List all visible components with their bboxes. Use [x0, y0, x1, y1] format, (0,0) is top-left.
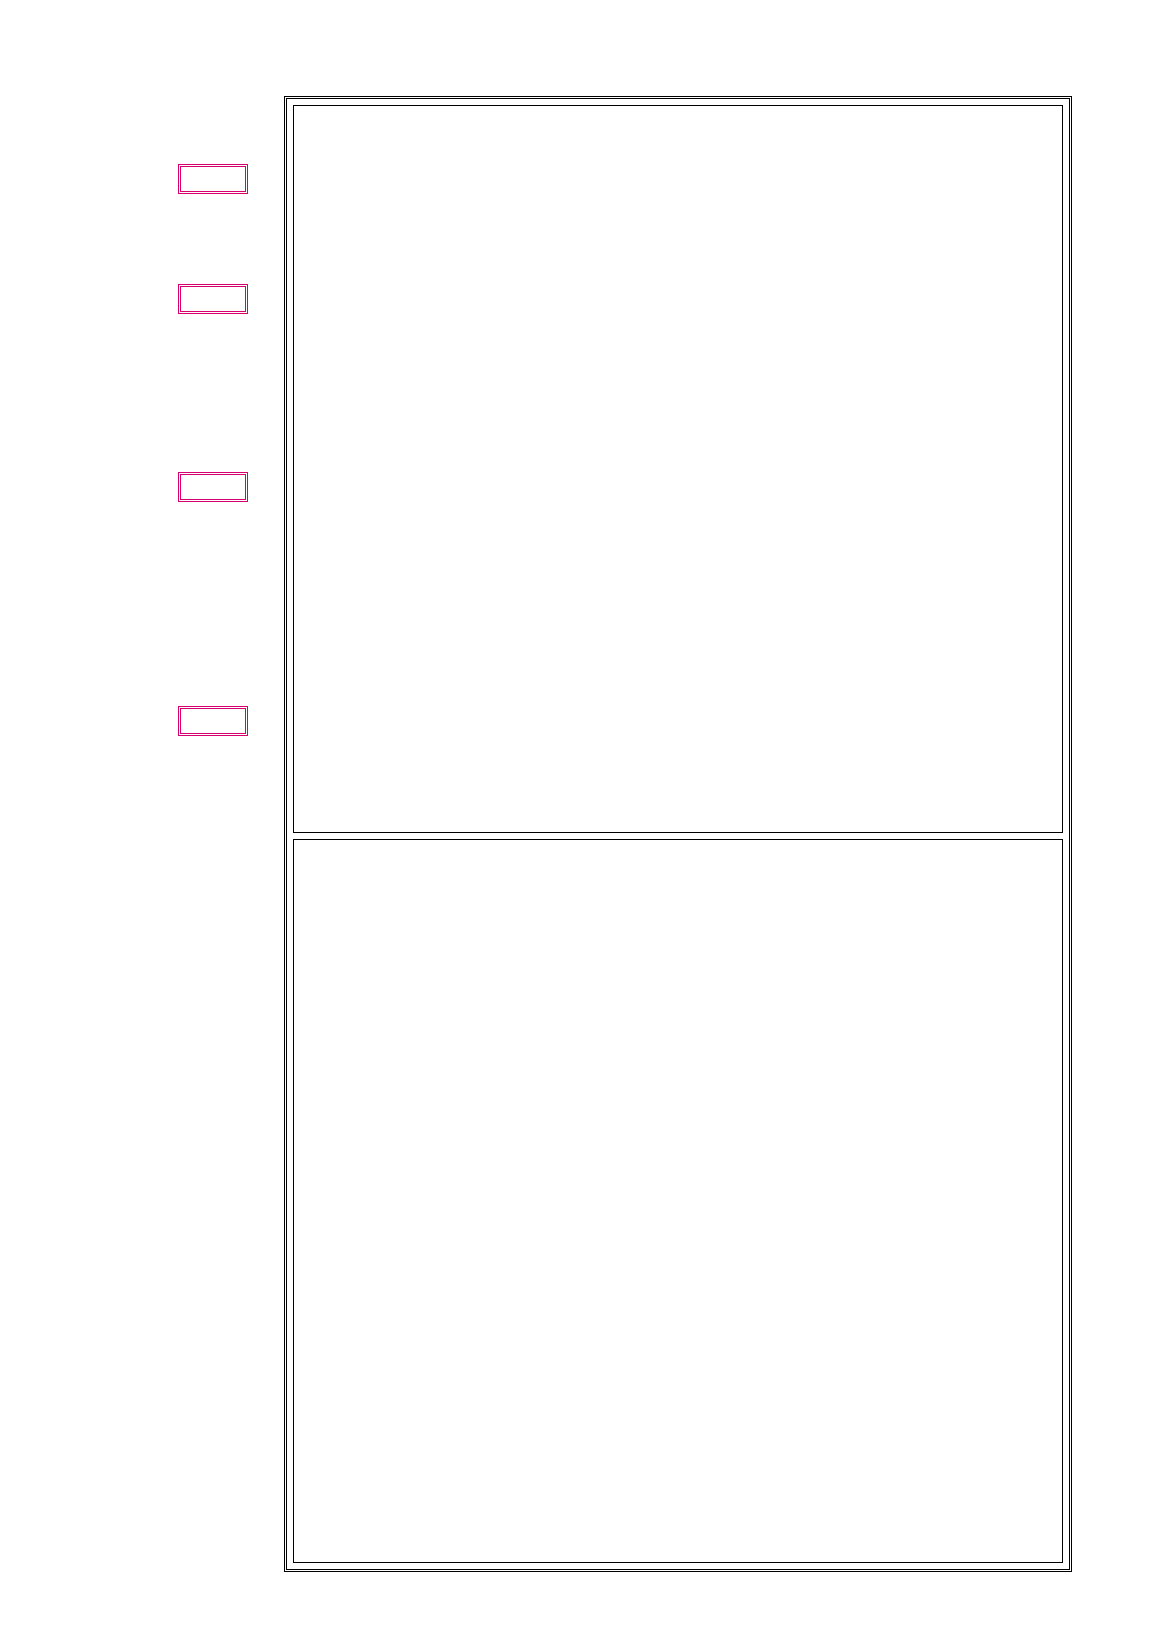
hadith-number-marker [178, 284, 248, 314]
page-header [280, 44, 1040, 94]
page-frame [284, 96, 1072, 1572]
hadith-number-marker [178, 706, 248, 736]
commentary-box [293, 839, 1063, 1563]
hadith-number-marker [178, 472, 248, 502]
hadith-number-marker [178, 164, 248, 194]
hadith-text-box [293, 105, 1063, 833]
